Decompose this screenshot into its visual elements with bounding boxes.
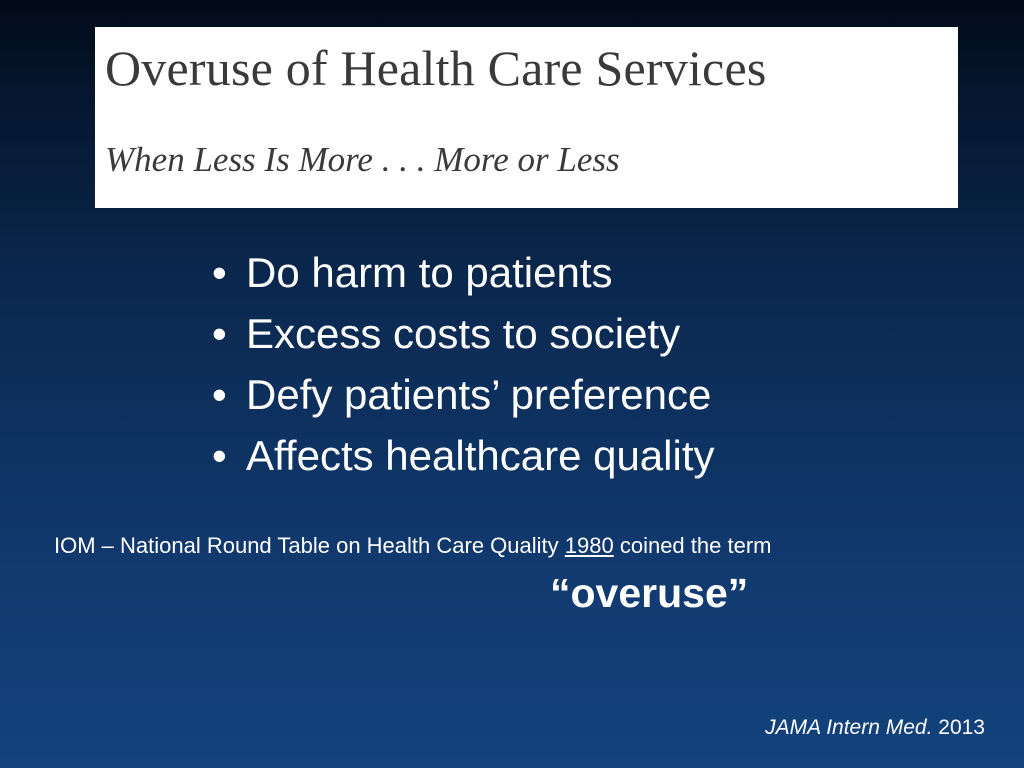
iom-statement <box>54 533 771 559</box>
bullet-icon: • <box>212 371 227 418</box>
slide-title: Overuse of Health Care Services <box>105 40 767 96</box>
bullet-item <box>212 242 715 303</box>
bullet-text: Excess costs to society <box>246 310 681 357</box>
bullet-icon: • <box>212 432 227 479</box>
bullet-item <box>212 303 715 364</box>
citation <box>765 716 985 740</box>
iom-suffix: coined the term <box>613 533 772 558</box>
bullet-icon: • <box>212 310 227 357</box>
iom-prefix: IOM – National Round Table on Health Care Quality <box>54 533 565 558</box>
slide-subtitle: When Less Is More . . . More or Less <box>105 140 620 179</box>
bullet-item <box>212 425 715 486</box>
bullet-list <box>212 242 715 486</box>
bullet-item <box>212 364 715 425</box>
iom-year: 1980 <box>564 533 614 558</box>
bullet-icon: • <box>212 249 227 296</box>
citation-year: 2013 <box>932 716 985 739</box>
bullet-text: Do harm to patients <box>246 249 613 296</box>
bullet-text: Defy patients’ preference <box>246 371 712 418</box>
title-image <box>95 27 958 208</box>
bullet-text: Affects healthcare quality <box>246 432 715 479</box>
overuse-term: “overuse” <box>550 570 749 616</box>
citation-journal: JAMA Intern Med. <box>765 716 933 739</box>
